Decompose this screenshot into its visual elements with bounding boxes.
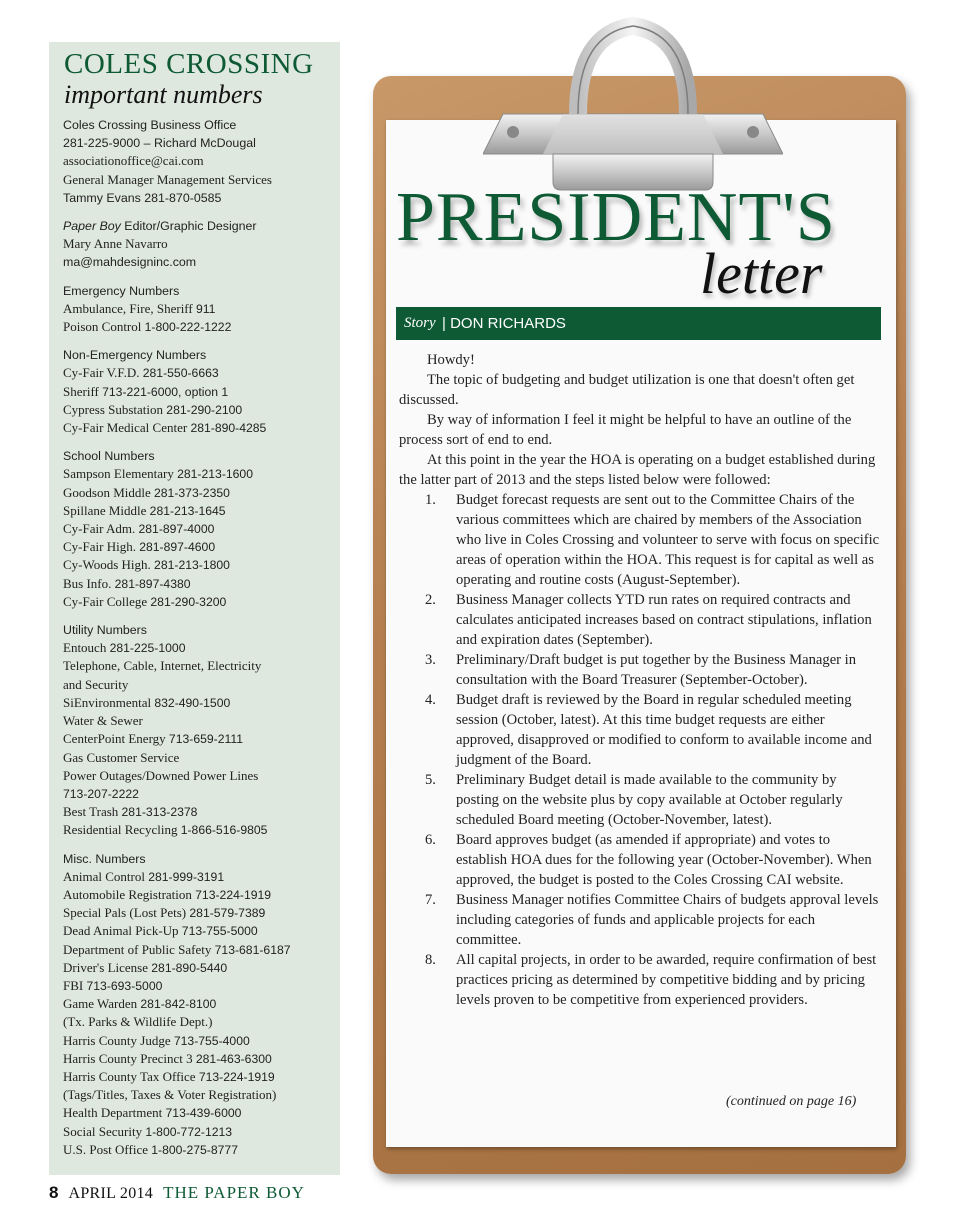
budget-step [399,890,883,950]
contact-text: ma@mahdesigninc.com [63,255,197,270]
contact-label: Entouch [63,640,107,656]
sidebar-line [63,171,333,189]
byline-label: Story [404,315,436,331]
sidebar-section [63,282,333,337]
section-heading: Utility Numbers [63,623,147,638]
sidebar-line [63,593,333,611]
phone-number: 713-439-6000 [165,1106,242,1121]
budget-step [399,830,883,890]
sidebar-section [63,621,333,839]
sidebar-line [63,1068,333,1086]
sidebar-section [63,447,333,611]
phone-number: 911 [195,301,216,316]
contact-label: Telephone, Cable, Internet, Electricity [63,658,262,674]
phone-number: 713-224-1919 [195,887,272,902]
clipboard-clip-icon [483,4,783,194]
sidebar-line [63,235,333,253]
sidebar-line [63,556,333,574]
phone-number: 281-999-3191 [148,869,225,884]
budget-step [399,950,883,1010]
section-heading: Non-Emergency Numbers [63,348,207,363]
contact-label: Cy-Fair V.F.D. [63,365,140,381]
contact-label: Harris County Precinct 3 [63,1050,193,1066]
contact-label: Animal Control [63,868,145,884]
contact-label: Poison Control [63,319,142,335]
contact-text: Mary Anne Navarro [63,236,168,252]
sidebar-line [63,538,333,556]
contact-label: (Tx. Parks & Wildlife Dept.) [63,1014,213,1030]
budget-step [399,490,883,590]
sidebar-line [63,749,333,767]
contact-label: Harris County Tax Office [63,1068,196,1084]
phone-number: 281-897-4380 [114,576,191,591]
step-number: 1. [425,492,436,508]
sidebar-section [63,217,333,272]
contact-text: Editor/Graphic Designer [120,219,257,234]
contact-label: Ambulance, Fire, Sheriff [63,300,193,316]
contact-label: Cy-Fair High. [63,539,136,555]
contact-text: General Manager Management Services [63,171,272,187]
step-number: 6. [425,832,436,848]
important-numbers-sidebar [49,42,340,1175]
sidebar-line [63,941,333,959]
sidebar-line [63,1123,333,1141]
sidebar-line [63,401,333,419]
phone-number: 281-890-5440 [151,960,228,975]
contact-text: 281-225-9000 – Richard McDougal [63,136,256,151]
sidebar-line [63,1050,333,1068]
article-title: PRESIDENT'S [396,179,836,256]
phone-number: 281-550-6663 [142,366,219,381]
publication-name: Paper Boy [63,219,121,234]
sidebar-line [63,520,333,538]
budget-step [399,650,883,690]
phone-number: 281-890-4285 [190,421,267,436]
phone-number: 281-290-2100 [166,402,243,417]
sidebar-line [63,995,333,1013]
sidebar-line [63,767,333,785]
contact-label: Harris County Judge [63,1032,171,1048]
step-text: Preliminary/Draft budget is put together by the Business Manager in consultation with the Board Treasurer (September-October). [456,652,857,688]
section-heading: Misc. Numbers [63,851,146,866]
phone-number: 713-659-2111 [168,732,244,747]
step-number: 2. [425,592,436,608]
sidebar-line [63,484,333,502]
sidebar-line [63,730,333,748]
sidebar-section [63,116,333,207]
phone-number: 281-463-6300 [195,1051,272,1066]
byline-author [442,315,566,332]
contact-label: Automobile Registration [63,886,192,902]
contact-label: Spillane Middle [63,502,147,518]
phone-number: 1-800-275-8777 [151,1142,238,1157]
contact-label: Special Pals (Lost Pets) [63,905,187,921]
phone-number: 713-693-5000 [86,978,163,993]
step-number: 5. [425,772,436,788]
phone-number: 713-681-6187 [214,942,291,957]
contact-label: Bus Info. [63,575,112,591]
sidebar-line [63,694,333,712]
article-title-script: letter [700,241,823,306]
phone-number: 281-313-2378 [121,805,198,820]
step-text: Board approves budget (as amended if appropriate) and votes to establish HOA dues for the following year (October-November). When approved, the budget is posted to the Coles Crossing CAI website. [456,832,872,888]
sidebar-line [63,657,333,675]
budget-step [399,690,883,770]
contact-label: Power Outages/Downed Power Lines [63,767,259,783]
contact-label: Water & Sewer [63,713,143,729]
sidebar-line [63,1013,333,1031]
phone-number: 281-373-2350 [154,485,230,500]
phone-number: 281-213-1645 [149,503,226,518]
section-heading: School Numbers [63,449,155,464]
issue-date: APRIL 2014 [68,1185,154,1202]
contact-label: Gas Customer Service [63,749,180,765]
phone-number: 1-800-222-1222 [144,320,232,335]
sidebar-line [63,1086,333,1104]
phone-number: 1-800-772-1213 [145,1124,233,1139]
contact-label: Sheriff [63,383,99,399]
sidebar-line [63,922,333,940]
phone-number: 281-897-4000 [138,522,215,537]
contact-label: FBI [63,977,84,993]
phone-number: 281-290-3200 [150,594,227,609]
phone-number: 281-225-1000 [109,641,186,656]
article-paragraph: At this point in the year the HOA is operating on a budget established during the latter part of 2013 and the steps listed below were followed: [399,452,876,488]
sidebar-line [63,134,333,152]
sidebar-section [63,346,333,437]
contact-text: Coles Crossing Business Office [63,118,237,132]
article-paragraphs [399,350,883,490]
sidebar-line [63,300,333,318]
phone-number: 713-755-4000 [173,1033,250,1048]
contact-label: Goodson Middle [63,484,151,500]
contact-label: Game Warden [63,996,138,1012]
sidebar-section [63,850,333,1159]
sidebar-line [63,868,333,886]
byline-separator: | [442,315,451,332]
step-number: 7. [425,892,436,908]
step-text: Budget forecast requests are sent out to the Committee Chairs of the various committees which are chaired by members of the Association who live in Coles Crossing and volunteer to serve with focus on specific areas of operation within the HOA. This request is for capital as well as operating and routine costs (August-September). [456,492,880,588]
budget-step [399,590,883,650]
article-body [399,350,883,1010]
phone-number: 832-490-1500 [154,695,231,710]
contact-text: associationoffice@cai.com [63,153,204,169]
contact-label: Cy-Fair Medical Center [63,420,188,436]
phone-number: 281-579-7389 [189,906,266,921]
phone-number: 713-207-2222 [63,786,139,801]
page-number: 8 [49,1183,59,1202]
contact-label: Department of Public Safety [63,941,212,957]
sidebar-listing [63,116,333,1169]
contact-text: Tammy Evans 281-870-0585 [63,190,222,205]
step-text: Business Manager collects YTD run rates on required contracts and calculates anticipated increases based on contract stipulations, inflation and expiration dates (September). [456,592,872,648]
sidebar-line [63,712,333,730]
phone-number: 281-842-8100 [140,997,217,1012]
byline-bar [396,307,881,340]
article-paragraph: By way of information I feel it might be helpful to have an outline of the process sort of end to end. [399,412,852,448]
sidebar-line [63,904,333,922]
sidebar-line [63,217,333,235]
byline-author-name: DON RICHARDS [450,315,566,332]
sidebar-line [63,152,333,170]
sidebar-line [63,785,333,803]
phone-number: 281-213-1800 [154,558,230,573]
phone-number: 713-221-6000, option 1 [102,384,229,399]
article-paragraph: Howdy! [427,352,475,368]
contact-label: and Security [63,676,129,692]
contact-label: Driver's License [63,959,149,975]
sidebar-line [63,1141,333,1159]
step-text: All capital projects, in order to be awarded, require confirmation of best practices pricing as determined by competitive bidding and by pricing levels proven to be competitive from experienced providers. [456,952,877,1008]
contact-label: Best Trash [63,804,119,820]
sidebar-line [63,383,333,401]
contact-label: Cypress Substation [63,401,164,417]
sidebar-line [63,821,333,839]
contact-label: SiEnvironmental [63,694,152,710]
sidebar-line [63,803,333,821]
contact-label: CenterPoint Energy [63,731,166,747]
continued-note: (continued on page 16) [726,1094,857,1109]
contact-label: Cy-Fair Adm. [63,521,136,537]
contact-label: Dead Animal Pick-Up [63,923,179,939]
phone-number: 1-866-516-9805 [180,823,268,838]
sidebar-line [63,502,333,520]
contact-label: Social Security [63,1123,143,1139]
phone-number: 713-755-5000 [181,924,258,939]
sidebar-line [63,575,333,593]
phone-number: 281-213-1600 [177,467,253,482]
sidebar-title: COLES CROSSING [64,48,314,80]
contact-label: (Tags/Titles, Taxes & Voter Registration) [63,1087,277,1103]
step-text: Budget draft is reviewed by the Board in regular scheduled meeting session (October, latest). At this time budget requests are either approved, disapproved or modified to conform to available income and judgment of the Board. [456,692,872,768]
sidebar-line [63,253,333,271]
sidebar-line [63,364,333,382]
sidebar-line [63,116,333,134]
contact-label: Cy-Woods High. [63,557,151,573]
sidebar-line [63,419,333,437]
contact-label: Cy-Fair College [63,593,148,609]
step-text: Business Manager notifies Committee Chairs of budgets approval levels including categories of funds and applicable projects for each committee. [456,892,879,948]
sidebar-line [63,1032,333,1050]
publication-name: THE PAPER BOY [163,1183,305,1202]
contact-label: Residential Recycling [63,822,178,838]
phone-number: 281-897-4600 [139,540,216,555]
page-footer [49,1183,305,1203]
sidebar-line [63,465,333,483]
budget-step [399,770,883,830]
sidebar-line [63,189,333,207]
section-heading: Emergency Numbers [63,283,180,298]
sidebar-subtitle: important numbers [64,80,263,109]
contact-label: Health Department [63,1105,163,1121]
contact-label: U.S. Post Office [63,1141,148,1157]
sidebar-line [63,959,333,977]
sidebar-line [63,676,333,694]
step-number: 8. [425,952,436,968]
step-number: 3. [425,652,436,668]
budget-steps-list [399,490,883,1010]
article-paragraph: The topic of budgeting and budget utilization is one that doesn't often get discussed. [399,372,855,408]
sidebar-line [63,977,333,995]
phone-number: 713-224-1919 [198,1069,275,1084]
contact-label: Sampson Elementary [63,466,174,482]
sidebar-line [63,1104,333,1122]
step-number: 4. [425,692,436,708]
step-text: Preliminary Budget detail is made available to the community by posting on the website plus by copy available at October regularly scheduled Board meeting (October-November, latest). [456,772,843,828]
sidebar-line [63,318,333,336]
sidebar-line [63,639,333,657]
sidebar-line [63,886,333,904]
